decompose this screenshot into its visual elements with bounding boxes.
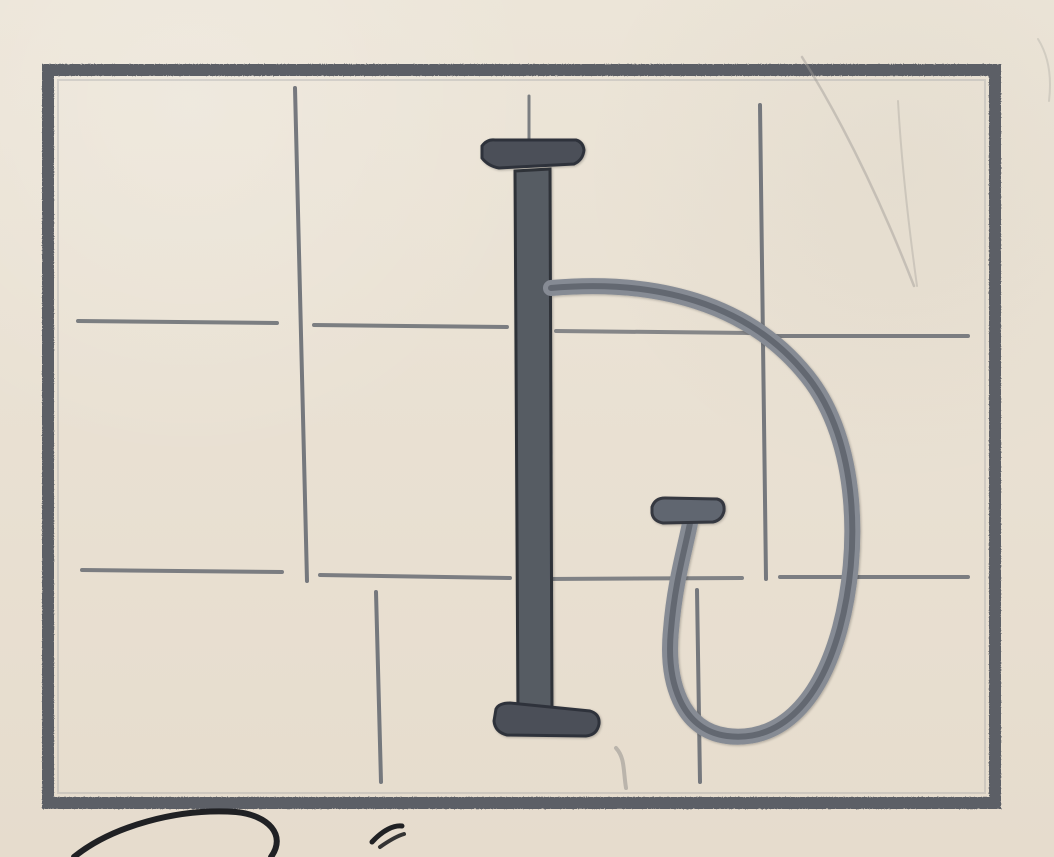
handwriting-mark <box>74 811 404 857</box>
letter-b-stroke <box>482 140 852 737</box>
